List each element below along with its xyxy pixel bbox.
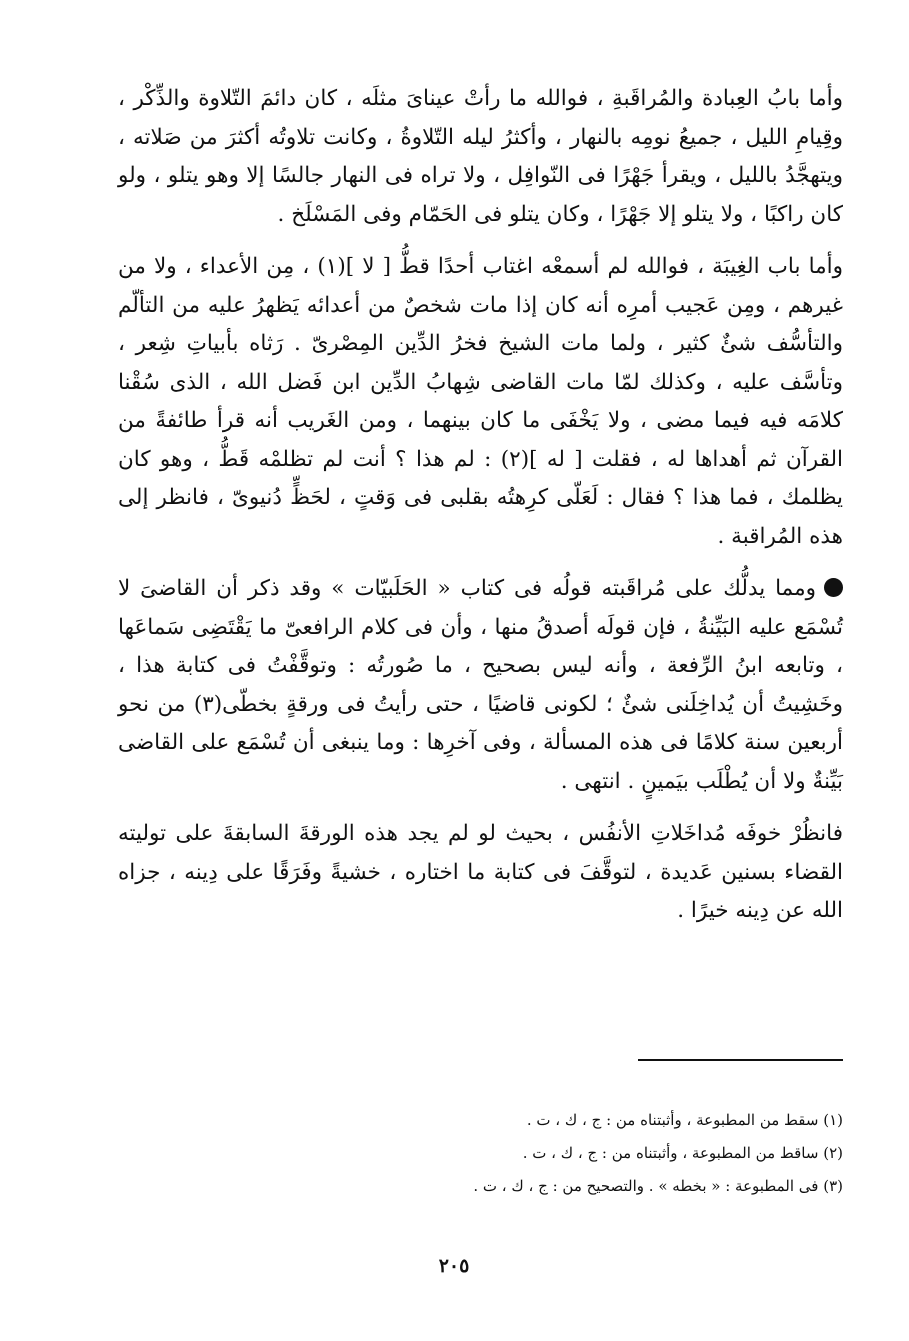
paragraph-conclusion: فانظُرْ خوفَه مُداخَلاتِ الأنفُس ، بحيث لو لم يجد هذه الورقةَ السابقةَ على توليته القضاء بسنين عَديدة ، لتوقَّفَ فى كتابة ما اختاره ، خشيةً وفَرَقًا على دِينه ، جزاه الله عن دِينه خيرًا . [118, 821, 843, 923]
paragraph-backbiting: وأما باب الغِيبَة ، فوالله لم أسمعْه اغتاب أحدًا قطُّ [ لا ](١) ، مِن الأعداء ، ولا من غيرهم ، ومِن عَجيب أمرِه أنه كان إذا مات شخصٌ من أعدائه يَظهرُ عليه من التألّم والتأسُّف شئٌ كثير ، ولما مات الشيخ فخرُ الدِّين المِصْرىّ . رَثاه بأبياتِ شِعر ، وتأسَّف عليه ، وكذلك لمّا مات القاضى شِهابُ الدِّين ابن فَضل الله ، الذى سُقْنا كلامَه فيه فيما مضى ، ولا يَخْفَى ما كان بينهما ، ومن الغَريب أنه قرأ طائفةً من القرآن ثم أهداها له ، فقلت [ له ](٢) : لم هذا ؟ أنت لم تظلمْه قَطُّ ، وهو كان يظلمك ، فما هذا ؟ فقال : لَعَلّى كرِهتُه بقلبى فى وَقتٍ ، لحَظٍّ دُنيوىّ ، فانظر إلى هذه المُراقبة . [118, 254, 844, 549]
paragraph-worship: وأما بابُ العِبادة والمُراقَبةِ ، فوالله ما رأتْ عيناىَ مثلَه ، كان دائمَ التّلاوة والذِّكْر ، وقِيامِ الليل ، جميعُ نومِه بالنهار ، وأكثرُ ليله التّلاوةُ ، وكانت تلاوتُه أكثرَ من صَلاته ، ويتهجَّدُ بالليل ، ويقرأ جَهْرًا فى النّوافِل ، ولا تراه فى النهار جالسًا إلا وهو يتلو ، ولو كان راكبًا ، ولا يتلو إلا جَهْرًا ، وكان يتلو فى الحَمّام وفى المَسْلَخ . [118, 86, 843, 227]
footnote-2: (٢) ساقط من المطبوعة ، وأثبتناه من : ج ، ك ، ت . [522, 1144, 843, 1162]
bullet-icon [824, 578, 843, 597]
paragraph-vigilance-text: ومما يدلُّك على مُراقَبته قولُه فى كتاب « الحَلَبيّات » وقد ذكر أن القاضىَ لا تُسْمَع عليه البَيِّنةُ ، فإن قولَه أصدقُ منها ، وأن فى كلام الرافعىّ ما يَقْتَضِى سَماعَها ، وتابعه ابنُ الرِّفعة ، وأنه ليس بصحيح ، ما صُورتُه : وتوقَّفْتُ فى كتابة هذا ، وخَشِيتُ أن يُداخِلَنى شئٌ ؛ لكونى قاضيًا ، حتى رأيتُ فى ورقةٍ بخطّى(٣) من نحو أربعين سنة كلامًا فى هذه المسألة ، وفى آخرِها : وما ينبغى أن تُسْمَع على القاضى بَيِّنةٌ ولا أن يُطْلَب بيَمينٍ . انتهى . [118, 576, 843, 794]
footnotes [300, 1104, 843, 1203]
footnote-3: (٣) فى المطبوعة : « بخطه » . والتصحيح من : ج ، ك ، ت . [473, 1177, 843, 1195]
footnote-1: (١) سقط من المطبوعة ، وأثبتناه من : ج ، ك ، ت . [526, 1111, 843, 1129]
paragraph-vigilance [118, 570, 843, 801]
main-text [118, 80, 843, 931]
footnote-divider [638, 1059, 843, 1061]
page-number: ٢٠٥ [438, 1255, 470, 1277]
